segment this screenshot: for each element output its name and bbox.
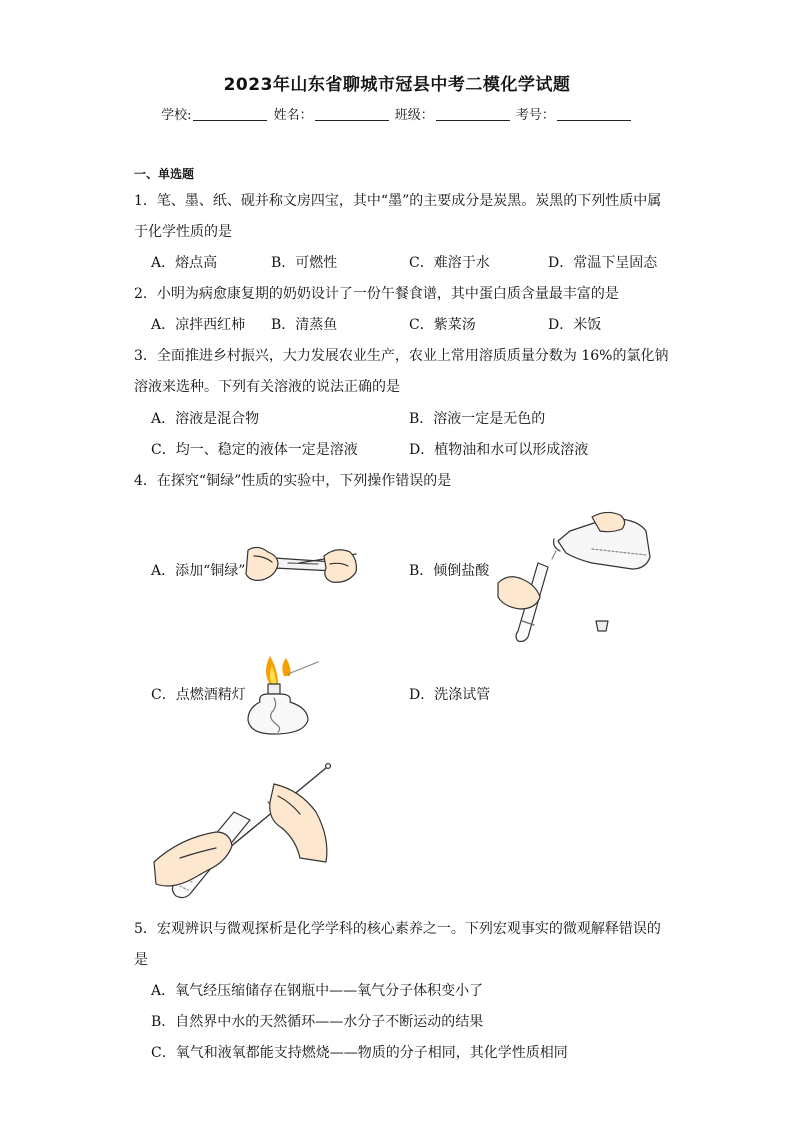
figure-pour-hydrochloric-acid [496, 513, 666, 643]
class-label: 班级： [394, 108, 434, 123]
q4-option-a: A．添加“铜绿” [151, 563, 246, 579]
q4-option-c: C．点燃酒精灯 [151, 687, 246, 703]
q5-option-c: C．氧气和液氧都能支持燃烧——物质的分子相同，其化学性质相同 [151, 1045, 568, 1061]
q5-stem-line1: 5．宏观辨识与微观探析是化学学科的核心素养之一。下列宏观事实的微观解释错误的 [134, 921, 661, 937]
q1-option-a: A．熔点高 [151, 255, 218, 271]
exam-title: 2023年山东省聊城市冠县中考二模化学试题 [223, 75, 571, 95]
school-label: 学校: [161, 108, 192, 123]
q1-option-b: B．可燃性 [271, 255, 338, 271]
q2-option-d: D．米饭 [548, 317, 602, 333]
class-blank[interactable] [436, 108, 510, 121]
q3-stem-line2: 溶液来选种。下列有关溶液的说法正确的是 [134, 379, 400, 395]
q3-option-b: B．溶液一定是无色的 [409, 411, 546, 427]
section-heading: 一、单选题 [134, 167, 195, 181]
q5-stem-line2: 是 [134, 952, 148, 968]
q5-option-b: B．自然界中水的天然循环——水分子不断运动的结果 [151, 1014, 484, 1030]
q4-option-b: B．倾倒盐酸 [409, 563, 490, 579]
q5-option-a: A．氧气经压缩储存在钢瓶中——氧气分子体积变小了 [151, 983, 484, 999]
q3-option-c: C．均一、稳定的液体一定是溶液 [151, 442, 358, 458]
q2-option-a: A．凉拌西红柿 [151, 317, 246, 333]
q2-option-c: C．紫菜汤 [409, 317, 476, 333]
q1-option-d: D．常温下呈固态 [548, 255, 658, 271]
q2-option-b: B．清蒸鱼 [271, 317, 338, 333]
q1-option-c: C．难溶于水 [409, 255, 490, 271]
figure-light-alcohol-lamp [248, 654, 324, 736]
q3-option-d: D．植物油和水可以形成溶液 [409, 442, 589, 458]
student-info-line [0, 104, 794, 123]
q1-stem-line1: 1．笔、墨、纸、砚并称文房四宝，其中“墨”的主要成分是炭黑。炭黑的下列性质中属 [134, 193, 662, 209]
figure-add-copper-green [244, 542, 360, 588]
q3-option-a: A．溶液是混合物 [151, 411, 260, 427]
figure-wash-test-tube [150, 762, 336, 902]
q1-stem-line2: 于化学性质的是 [134, 224, 232, 240]
school-blank[interactable] [193, 108, 267, 121]
q3-stem-line1: 3．全面推进乡村振兴，大力发展农业生产，农业上常用溶质质量分数为 16%的氯化钠 [134, 348, 669, 364]
exam-number-label: 考号： [515, 108, 555, 123]
name-label: 姓名： [273, 108, 313, 123]
q2-stem: 2．小明为病愈康复期的奶奶设计了一份午餐食谱，其中蛋白质含量最丰富的是 [134, 286, 619, 302]
q4-stem: 4．在探究“铜绿”性质的实验中，下列操作错误的是 [134, 473, 452, 489]
exam-number-blank[interactable] [557, 108, 631, 121]
name-blank[interactable] [315, 108, 389, 121]
q4-option-d: D．洗涤试管 [409, 687, 491, 703]
